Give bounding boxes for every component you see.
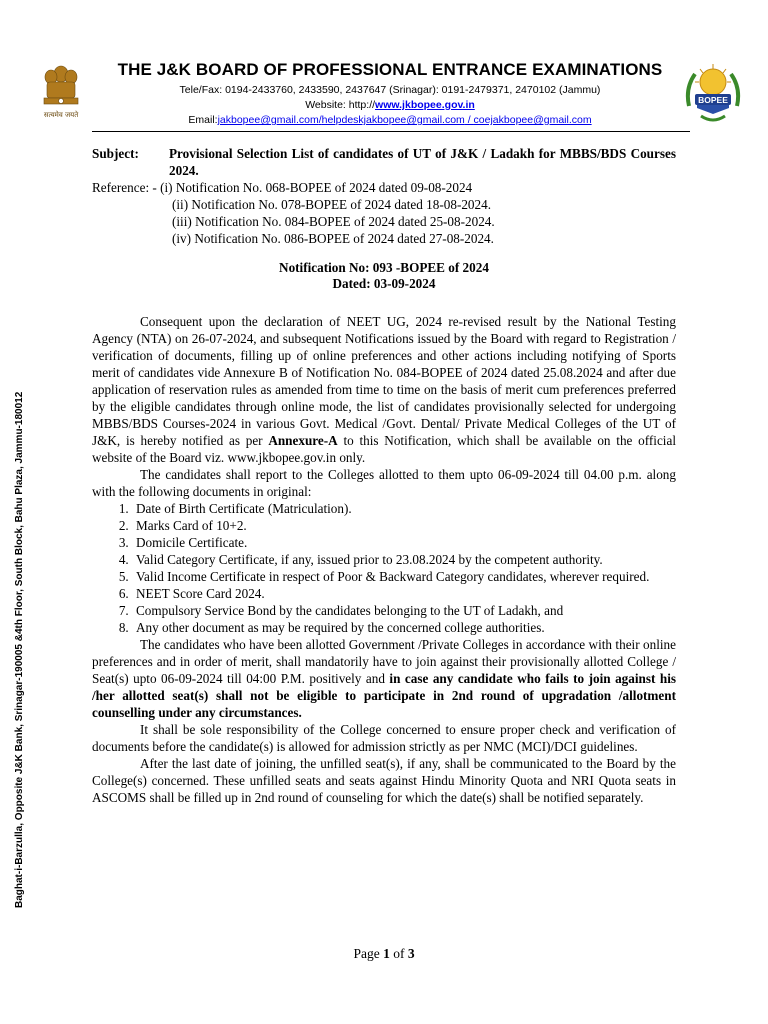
list-item: 1. Date of Birth Certificate (Matriculation). <box>132 500 676 517</box>
list-item: 7. Compulsory Service Bond by the candidates belonging to the UT of Ladakh, and <box>132 602 676 619</box>
list-item: 6. NEET Score Card 2024. <box>132 585 676 602</box>
website-link[interactable]: www.jkbopee.gov.in <box>375 99 475 111</box>
email-link-3[interactable]: coejakbopee@gmail.com <box>473 114 592 126</box>
paragraph-1: Consequent upon the declaration of NEET UG, 2024 re-revised result by the National Testing Agency (NTA) on 26-07-2024, and subsequent Notifications issued by the Board with regard to Registration / verification of documents, filling up of online preferences and other actions including notifying of Sports merit of candidates vide Annexure B of Notification No. 084-BOPEE of 2024 dated 25.08.2024 and after due application of reservation rules as amended from time to time on the basis of merit cum preferences preferred by the eligible candidates through online mode, the list of candidates provisionally selected for undergoing MBBS/BDS Courses-2024 in various Govt. Medical /Govt. Dental/ Private Medical Colleges of the UT of J&K, is hereby notified as per Annexure-A to this Notification, which shall be available on the official website of the Board viz. www.jkbopee.gov.in only. <box>92 314 676 465</box>
header-divider <box>92 131 690 132</box>
joining-warning: in case any candidate who fails to join against his /her allotted seat(s) shall not be eligible to participate in 2nd round of upgradation /allotment counselling under any circumstances. <box>92 671 676 720</box>
document-body <box>92 145 676 806</box>
board-title: THE J&K BOARD OF PROFESSIONAL ENTRANCE EXAMINATIONS <box>117 60 663 79</box>
email-label: Email: <box>188 114 218 126</box>
notification-heading <box>92 260 676 292</box>
national-emblem <box>38 62 84 124</box>
paragraph-5: After the last date of joining, the unfilled seat(s), if any, shall be communicated to the Board by the College(s) concerned. These unfilled seats and seats against Hindu Minority Quota and NRI Quota seats in ASCOMS shall be filled up in 2nd round of counseling for which the date(s) shall be notified separately. <box>92 756 676 805</box>
telfax-line: Tele/Fax: 0194-2433760, 2433590, 2437647 (Srinagar): 0191-2479371, 2470102 (Jammu) <box>179 84 601 96</box>
page-number: Page 1 of 3 <box>353 946 415 961</box>
list-item: 2. Marks Card of 10+2. <box>132 517 676 534</box>
website-line <box>110 99 670 111</box>
documents-list <box>92 500 676 636</box>
list-item: 5. Valid Income Certificate in respect of Poor & Backward Category candidates, wherever required. <box>132 568 676 585</box>
reference-item: (iii) Notification No. 084-BOPEE of 2024 dated 25-08-2024. <box>172 214 495 229</box>
list-item: 4. Valid Category Certificate, if any, issued prior to 23.08.2024 by the competent authority. <box>132 551 676 568</box>
paragraph-3: The candidates who have been allotted Government /Private Colleges in accordance with their online preferences and in order of merit, shall mandatorily have to join against their provisionally allotted College / Seat(s) upto 06-09-2024 till 04:00 P.M. positively and in case any candidate who fails to join against his /her allotted seat(s) shall not be eligible to participate in 2nd round of upgradation /allotment counselling under any circumstances. <box>92 637 676 720</box>
list-item: 8. Any other document as may be required by the concerned college authorities. <box>132 619 676 636</box>
email-link-1[interactable]: jakbopee@gmail.com <box>217 114 319 126</box>
notification-date: Dated: 03-09-2024 <box>332 276 436 291</box>
notification-number: Notification No: 093 -BOPEE of 2024 <box>279 260 489 275</box>
bopee-logo <box>683 60 743 128</box>
reference-list <box>172 196 676 247</box>
subject-text: Provisional Selection List of candidates of UT of J&K / Ladakh for MBBS/BDS Courses 2024. <box>169 146 676 178</box>
email-line: Email:jakbopee@gmail.com/helpdeskjakbopee@gmail.com / coejakbopee@gmail.com <box>188 114 592 126</box>
subject-label: Subject: <box>92 146 139 161</box>
reference-item: (ii) Notification No. 078-BOPEE of 2024 dated 18-08-2024. <box>172 197 492 212</box>
subject-line <box>92 145 676 179</box>
reference-label: Reference: - <box>92 180 157 195</box>
logo-text: BOPEE <box>698 95 728 105</box>
paragraph-4: It shall be sole responsibility of the College concerned to ensure proper check and verification of documents before the candidate(s) is allowed for admission strictly as per NMC (MCI)/DCI guidelines. <box>92 722 676 754</box>
reference-item: (i) Notification No. 068-BOPEE of 2024 dated 09-08-2024 <box>160 180 473 195</box>
reference-item: (iv) Notification No. 086-BOPEE of 2024 dated 27-08-2024. <box>172 231 494 246</box>
annexure-ref: Annexure-A <box>268 433 338 448</box>
emblem-motto: सत्यमेव जयते <box>43 111 79 119</box>
reference-line <box>92 179 676 196</box>
email-link-2[interactable]: helpdeskjakbopee@gmail.com <box>321 114 465 126</box>
side-address: Baghat-i-Barzulla, Opposite J&K Bank, Srinagar-190005 &4th Floor, South Block, Bahu Plaza, Jammu-180012 <box>14 391 25 908</box>
website-label: Website: http:// <box>305 99 376 111</box>
list-item: 3. Domicile Certificate. <box>132 534 676 551</box>
paragraph-2: The candidates shall report to the Colleges allotted to them upto 06-09-2024 till 04.00 p.m. along with the following documents in original: <box>92 467 676 499</box>
